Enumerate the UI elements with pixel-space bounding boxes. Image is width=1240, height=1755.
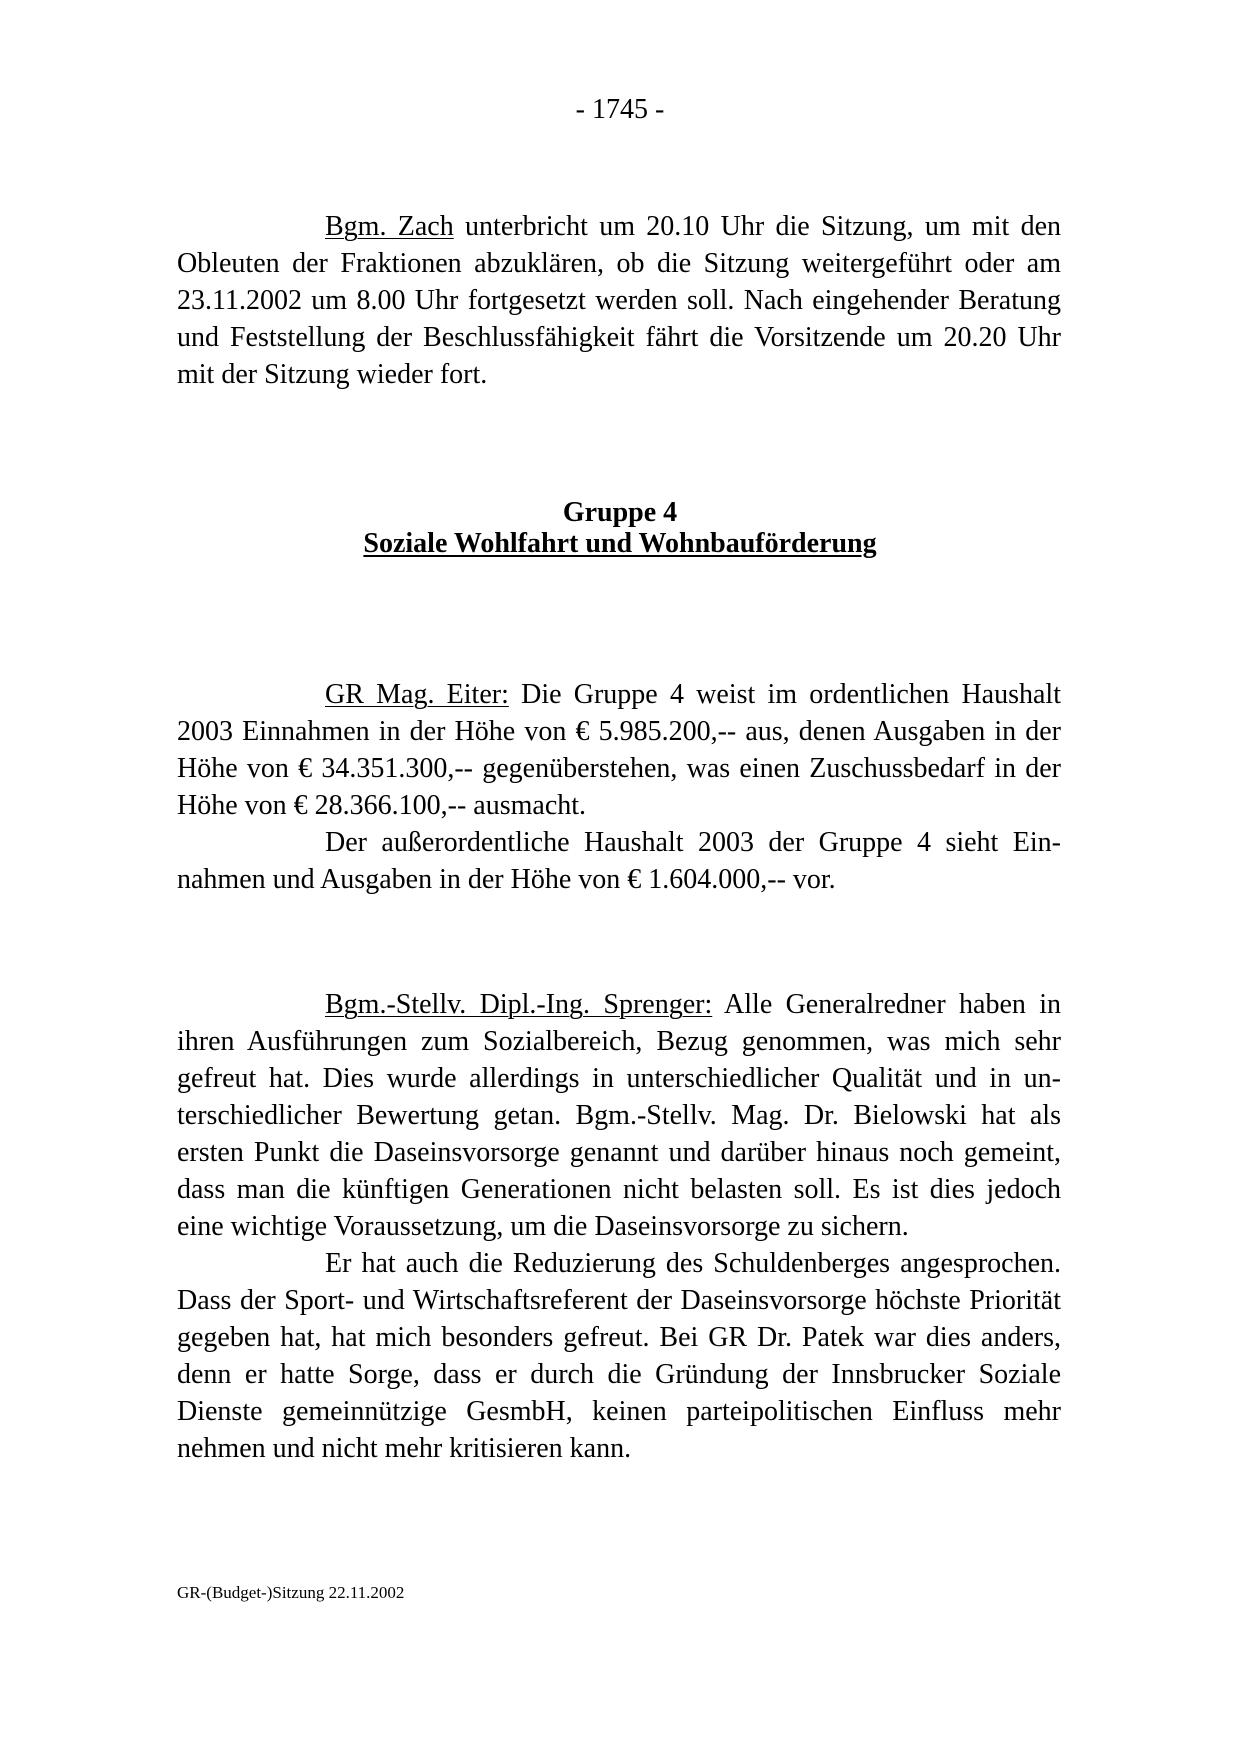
paragraph-sprenger: [177, 986, 1061, 1467]
page-footer: GR-(Budget-)Sitzung 22.11.2002: [177, 1583, 405, 1602]
paragraph-body: unterbricht um 20.10 Uhr die Sitzung, um mit den Obleuten der Fraktionen abzuklären, ob die Sitzung weitergeführt oder am 23.11.2002 um 8.00 Uhr fortgesetzt werden soll. Nach eingehender Beratung und Feststellung der Beschlussfähigkeit fährt die Vorsitzende um 20.20 Uhr mit der Sitzung wieder fort.: [177, 211, 1061, 390]
heading-title: Gruppe 4: [562, 497, 678, 528]
paragraph-continuation: Der außerordentliche Haushalt 2003 der Gruppe 4 sieht Einnahmen und Ausgaben in der Höhe von € 1.604.000,-- vor.: [177, 827, 1061, 895]
paragraph-body: Alle Generalredner haben in ihren Ausführungen zum Sozialbereich, Bezug genommen, was mich sehr gefreut hat. Dies wurde allerdings in unterschiedlicher Qualität und in unterschiedlicher Bewertung getan. Bgm.-Stellv. Mag. Dr. Bielowski hat als ersten Punkt die Daseinsvorsorge genannt und darüber hinaus noch gemeint, dass man die künftigen Generationen nicht belasten soll. Es ist dies jedoch eine wichtige Voraussetzung, um die Daseinsvorsorge zu sichern.: [177, 989, 1061, 1242]
speaker-name: GR Mag. Eiter:: [325, 679, 509, 710]
paragraph-zach: [177, 208, 1061, 393]
speaker-name: Bgm.-Stellv. Dipl.-Ing. Sprenger:: [325, 989, 713, 1020]
paragraph-continuation: Er hat auch die Reduzierung des Schuldenberges angesprochen. Dass der Sport- und Wirtschaftsreferent der Daseinsvorsorge höchste Priorität gegeben hat, hat mich besonders gefreut. Bei GR Dr. Patek war dies anders, denn er hatte Sorge, dass er durch die Gründung der Innsbrucker Soziale Dienste gemeinnützige GesmbH, keinen parteipolitischen Einfluss mehr nehmen und nicht mehr kritisieren kann.: [177, 1248, 1061, 1464]
paragraph-body: Die Gruppe 4 weist im ordentlichen Haushalt 2003 Einnahmen in der Höhe von € 5.985.200,-- aus, denen Ausgaben in der Höhe von € 34.351.300,-- gegenüberstehen, was einen Zuschussbedarf in der Höhe von € 28.366.100,-- ausmacht.: [177, 679, 1061, 821]
page-number: - 1745 -: [575, 94, 665, 125]
paragraph-text: [177, 676, 1061, 824]
section-heading: [0, 497, 1240, 559]
speaker-name: Bgm. Zach: [325, 211, 454, 242]
paragraph-text: [177, 986, 1061, 1245]
paragraph-text: [177, 208, 1061, 393]
heading-subtitle: Soziale Wohlfahrt und Wohnbauförderung: [363, 528, 877, 559]
paragraph-eiter: [177, 676, 1061, 898]
